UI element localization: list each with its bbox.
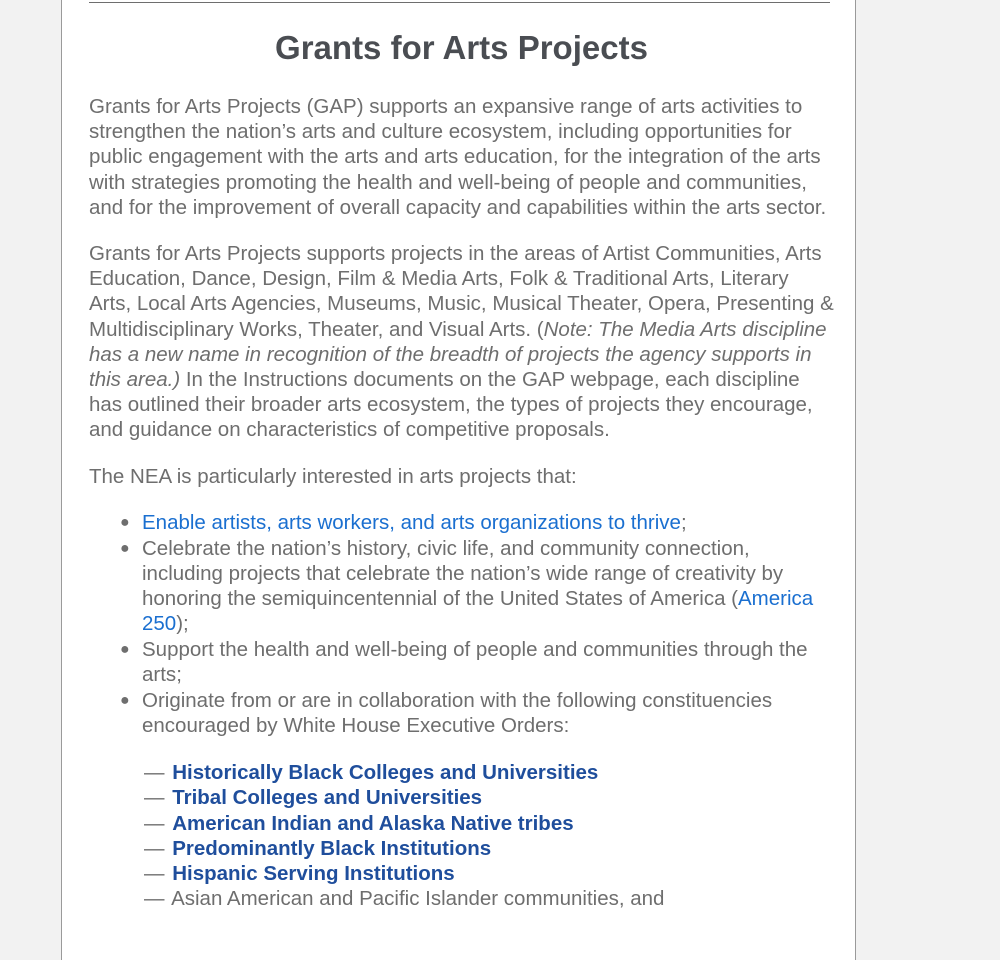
thrive-link[interactable]: Enable artists, arts workers, and arts organizations to thrive [142, 510, 681, 534]
constituency-item [144, 811, 834, 836]
areas-note: Note: The Media Arts discipline has a new name in recognition of the breadth of projects the agency supports in this area.) [89, 317, 827, 392]
constituency-item [144, 861, 834, 886]
dash-glyph: — [144, 786, 165, 810]
celebrate-after: ); [176, 612, 189, 636]
areas-tail: In the Instructions documents on the GAP webpage, each discipline has outlined their broader arts ecosystem, the types of projects they encourage, and guidance on characteristics of competitive proposals. [89, 368, 813, 442]
list-item-thrive [120, 510, 834, 535]
intro-paragraph: Grants for Arts Projects (GAP) supports an expansive range of arts activities to strengthen the nation’s arts and culture ecosystem, including opportunities for public engagement with the arts and arts education, for the integration of the arts with strategies promoting the health and well-being of people and communities, and for the improvement of overall capacity and capabilities within the arts sector. [89, 95, 827, 219]
constituency-link[interactable]: Predominantly Black Institutions [172, 836, 492, 860]
list-item-health [120, 637, 834, 687]
areas-lead: Grants for Arts Projects supports projects in the areas of Artist Communities, Arts Education, Dance, Design, Film & Media Arts, Folk & Traditional Arts, Literary Arts, Local Arts Agencies, Museums, Music, Musical Theater, Opera, Presenting & Multidisciplinary Works, Theater, and Visual Arts. ( [89, 242, 834, 341]
dash-glyph: — [144, 836, 165, 860]
constituency-item [144, 836, 834, 861]
interest-list [89, 510, 834, 738]
dash-glyph: — [144, 811, 165, 835]
bullet-icon: ● [120, 691, 130, 709]
health-after: ; [176, 663, 182, 687]
constituency-item [144, 760, 834, 785]
areas-paragraph [89, 241, 834, 443]
dash-glyph: — [144, 887, 165, 911]
list-item-originate [120, 688, 834, 738]
constituency-link[interactable]: Tribal Colleges and Universities [172, 786, 483, 810]
bullet-icon: ● [120, 640, 130, 658]
constituency-link[interactable]: Historically Black Colleges and Universities [172, 761, 599, 785]
thrive-after: ; [680, 510, 687, 534]
health-text: Support the health and well-being of people and communities through the arts [142, 637, 808, 687]
bullet-icon: ● [120, 539, 130, 557]
celebrate-text: Celebrate the nation’s history, civic life, and community connection, including projects that celebrate the nation’s wide range of creativity by honoring the semiquincentennial of the United States of America ( [142, 536, 784, 610]
dash-glyph: — [144, 761, 165, 785]
dash-glyph: — [144, 861, 165, 885]
constituency-list [89, 760, 834, 911]
constituency-item-partial [144, 886, 834, 911]
america-250-link[interactable]: America 250 [142, 586, 814, 636]
constituency-link[interactable]: American Indian and Alaska Native tribes [172, 811, 574, 835]
constituency-item [144, 785, 834, 810]
bullet-icon: ● [120, 513, 130, 531]
constituency-link[interactable]: Hispanic Serving Institutions [172, 861, 455, 885]
interest-intro: The NEA is particularly interested in arts projects that: [89, 464, 577, 488]
originate-text: Originate from or are in collaboration with the following constituencies encouraged by White House Executive Orders: [142, 688, 773, 737]
page-title: Grants for Arts Projects [275, 29, 648, 66]
document-page [61, 0, 856, 960]
content [89, 28, 834, 911]
top-rule [89, 2, 830, 3]
list-item-celebrate [120, 536, 834, 637]
constituency-partial-text: Asian American and Pacific Islander communities, and [171, 887, 665, 911]
